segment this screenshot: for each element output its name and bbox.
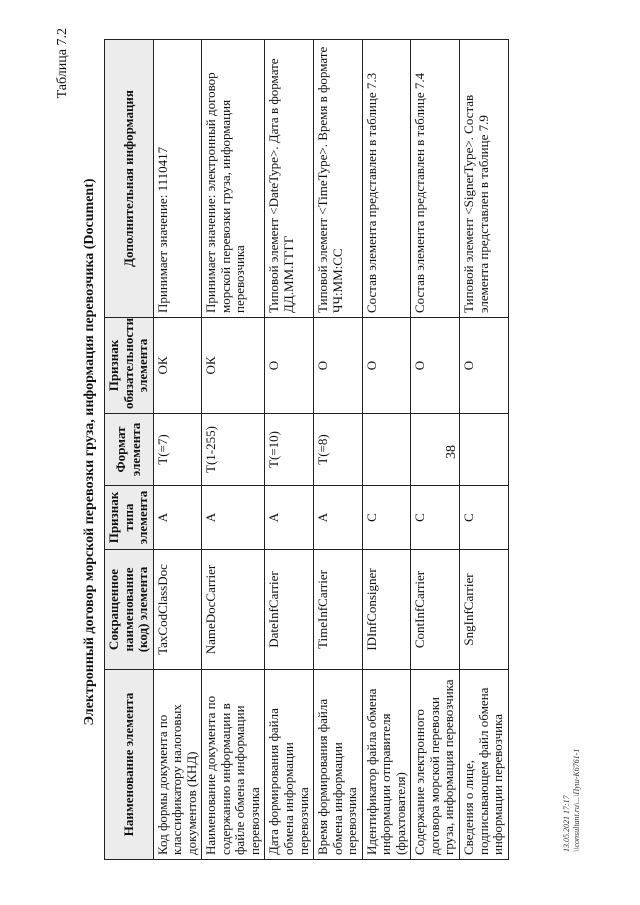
cell-info: Типовой элемент <TimeType>. Время в формате ЧЧ:ММ:СС: [314, 40, 363, 318]
header-element-name: Наименование элемента: [105, 670, 154, 860]
cell-info: Состав элемента представлен в таблице 7.3: [362, 40, 411, 318]
footer-path: \\consultant.ru\...\Пуш-К6761-1: [571, 748, 581, 852]
cell-format: [411, 414, 460, 486]
cell-code: SngInfCarrier: [460, 550, 509, 670]
cell-info: Состав элемента представлен в таблице 7.4: [411, 40, 460, 318]
cell-format: [362, 414, 411, 486]
cell-required: О: [411, 318, 460, 414]
cell-type: А: [265, 486, 314, 550]
cell-info: Принимает значение: электронный договор морской перевозки груза, информация перевозчика: [202, 40, 265, 318]
cell-code: TaxCodClassDoc: [153, 550, 202, 670]
document-table: [104, 39, 509, 860]
header-element-type: Признак типа элемента: [105, 486, 154, 550]
cell-format: Т(=7): [153, 414, 202, 486]
cell-info: Принимает значение: 1110417: [153, 40, 202, 318]
cell-required: ОК: [202, 318, 265, 414]
cell-required: О: [460, 318, 509, 414]
table-row: [314, 40, 363, 860]
cell-name: Дата формирования файла обмена информации перевозчика: [265, 670, 314, 860]
cell-format: Т(=8): [314, 414, 363, 486]
cell-type: С: [411, 486, 460, 550]
cell-name: Идентификатор файла обмена информации отправителя (фрахтователя): [362, 670, 411, 860]
header-element-code: Сокращенное наименование (код) элемента: [105, 550, 154, 670]
cell-code: TimeInfCarrier: [314, 550, 363, 670]
header-element-format: Формат элемента: [105, 414, 154, 486]
cell-code: ContInfCarrier: [411, 550, 460, 670]
table-row: [202, 40, 265, 860]
cell-type: С: [362, 486, 411, 550]
cell-info: Типовой элемент <SignerType>. Состав элемента представлен в таблице 7.9: [460, 40, 509, 318]
cell-code: IDInfConsigner: [362, 550, 411, 670]
cell-type: С: [460, 486, 509, 550]
footer-stamp: [562, 749, 581, 852]
cell-info: Типовой элемент <DateType>. Дата в формате ДД.ММ.ГГГГ: [265, 40, 314, 318]
cell-format: Т(=10): [265, 414, 314, 486]
rotated-page: [40, 22, 600, 882]
table-header-row: [105, 40, 154, 860]
cell-required: ОК: [153, 318, 202, 414]
footer-date: 13.05.2021 17:17: [562, 795, 571, 852]
table-row: [265, 40, 314, 860]
cell-required: О: [265, 318, 314, 414]
cell-name: Время формирования файла обмена информации перевозчика: [314, 670, 363, 860]
cell-type: А: [202, 486, 265, 550]
cell-type: А: [314, 486, 363, 550]
cell-name: Содержание электронного договора морской перевозки груза, информация перевозчика: [411, 670, 460, 860]
cell-format: Т(1-255): [202, 414, 265, 486]
header-additional-info: Дополнительная информация: [105, 40, 154, 318]
table-row: [460, 40, 509, 860]
page-number: 38: [444, 445, 459, 459]
cell-name: Наименование документа по содержанию информации в файле обмена информации перевозчика: [202, 670, 265, 860]
cell-name: Сведения о лице, подписывающем файл обмена информации перевозчика: [460, 670, 509, 860]
header-element-required: Признак обязательности элемента: [105, 318, 154, 414]
cell-name: Код формы документа по классификатору налоговых документов (КНД): [153, 670, 202, 860]
cell-code: DateInfCarrier: [265, 550, 314, 670]
cell-code: NameDocCarrier: [202, 550, 265, 670]
table-row: [362, 40, 411, 860]
cell-type: А: [153, 486, 202, 550]
cell-format: [460, 414, 509, 486]
table-label: Таблица 7.2: [55, 28, 70, 99]
cell-required: О: [314, 318, 363, 414]
table-row: [411, 40, 460, 860]
table-row: [153, 40, 202, 860]
table-title: Электронный договор морской перевозки груза, информация перевозчика (Document): [82, 178, 97, 726]
cell-required: О: [362, 318, 411, 414]
